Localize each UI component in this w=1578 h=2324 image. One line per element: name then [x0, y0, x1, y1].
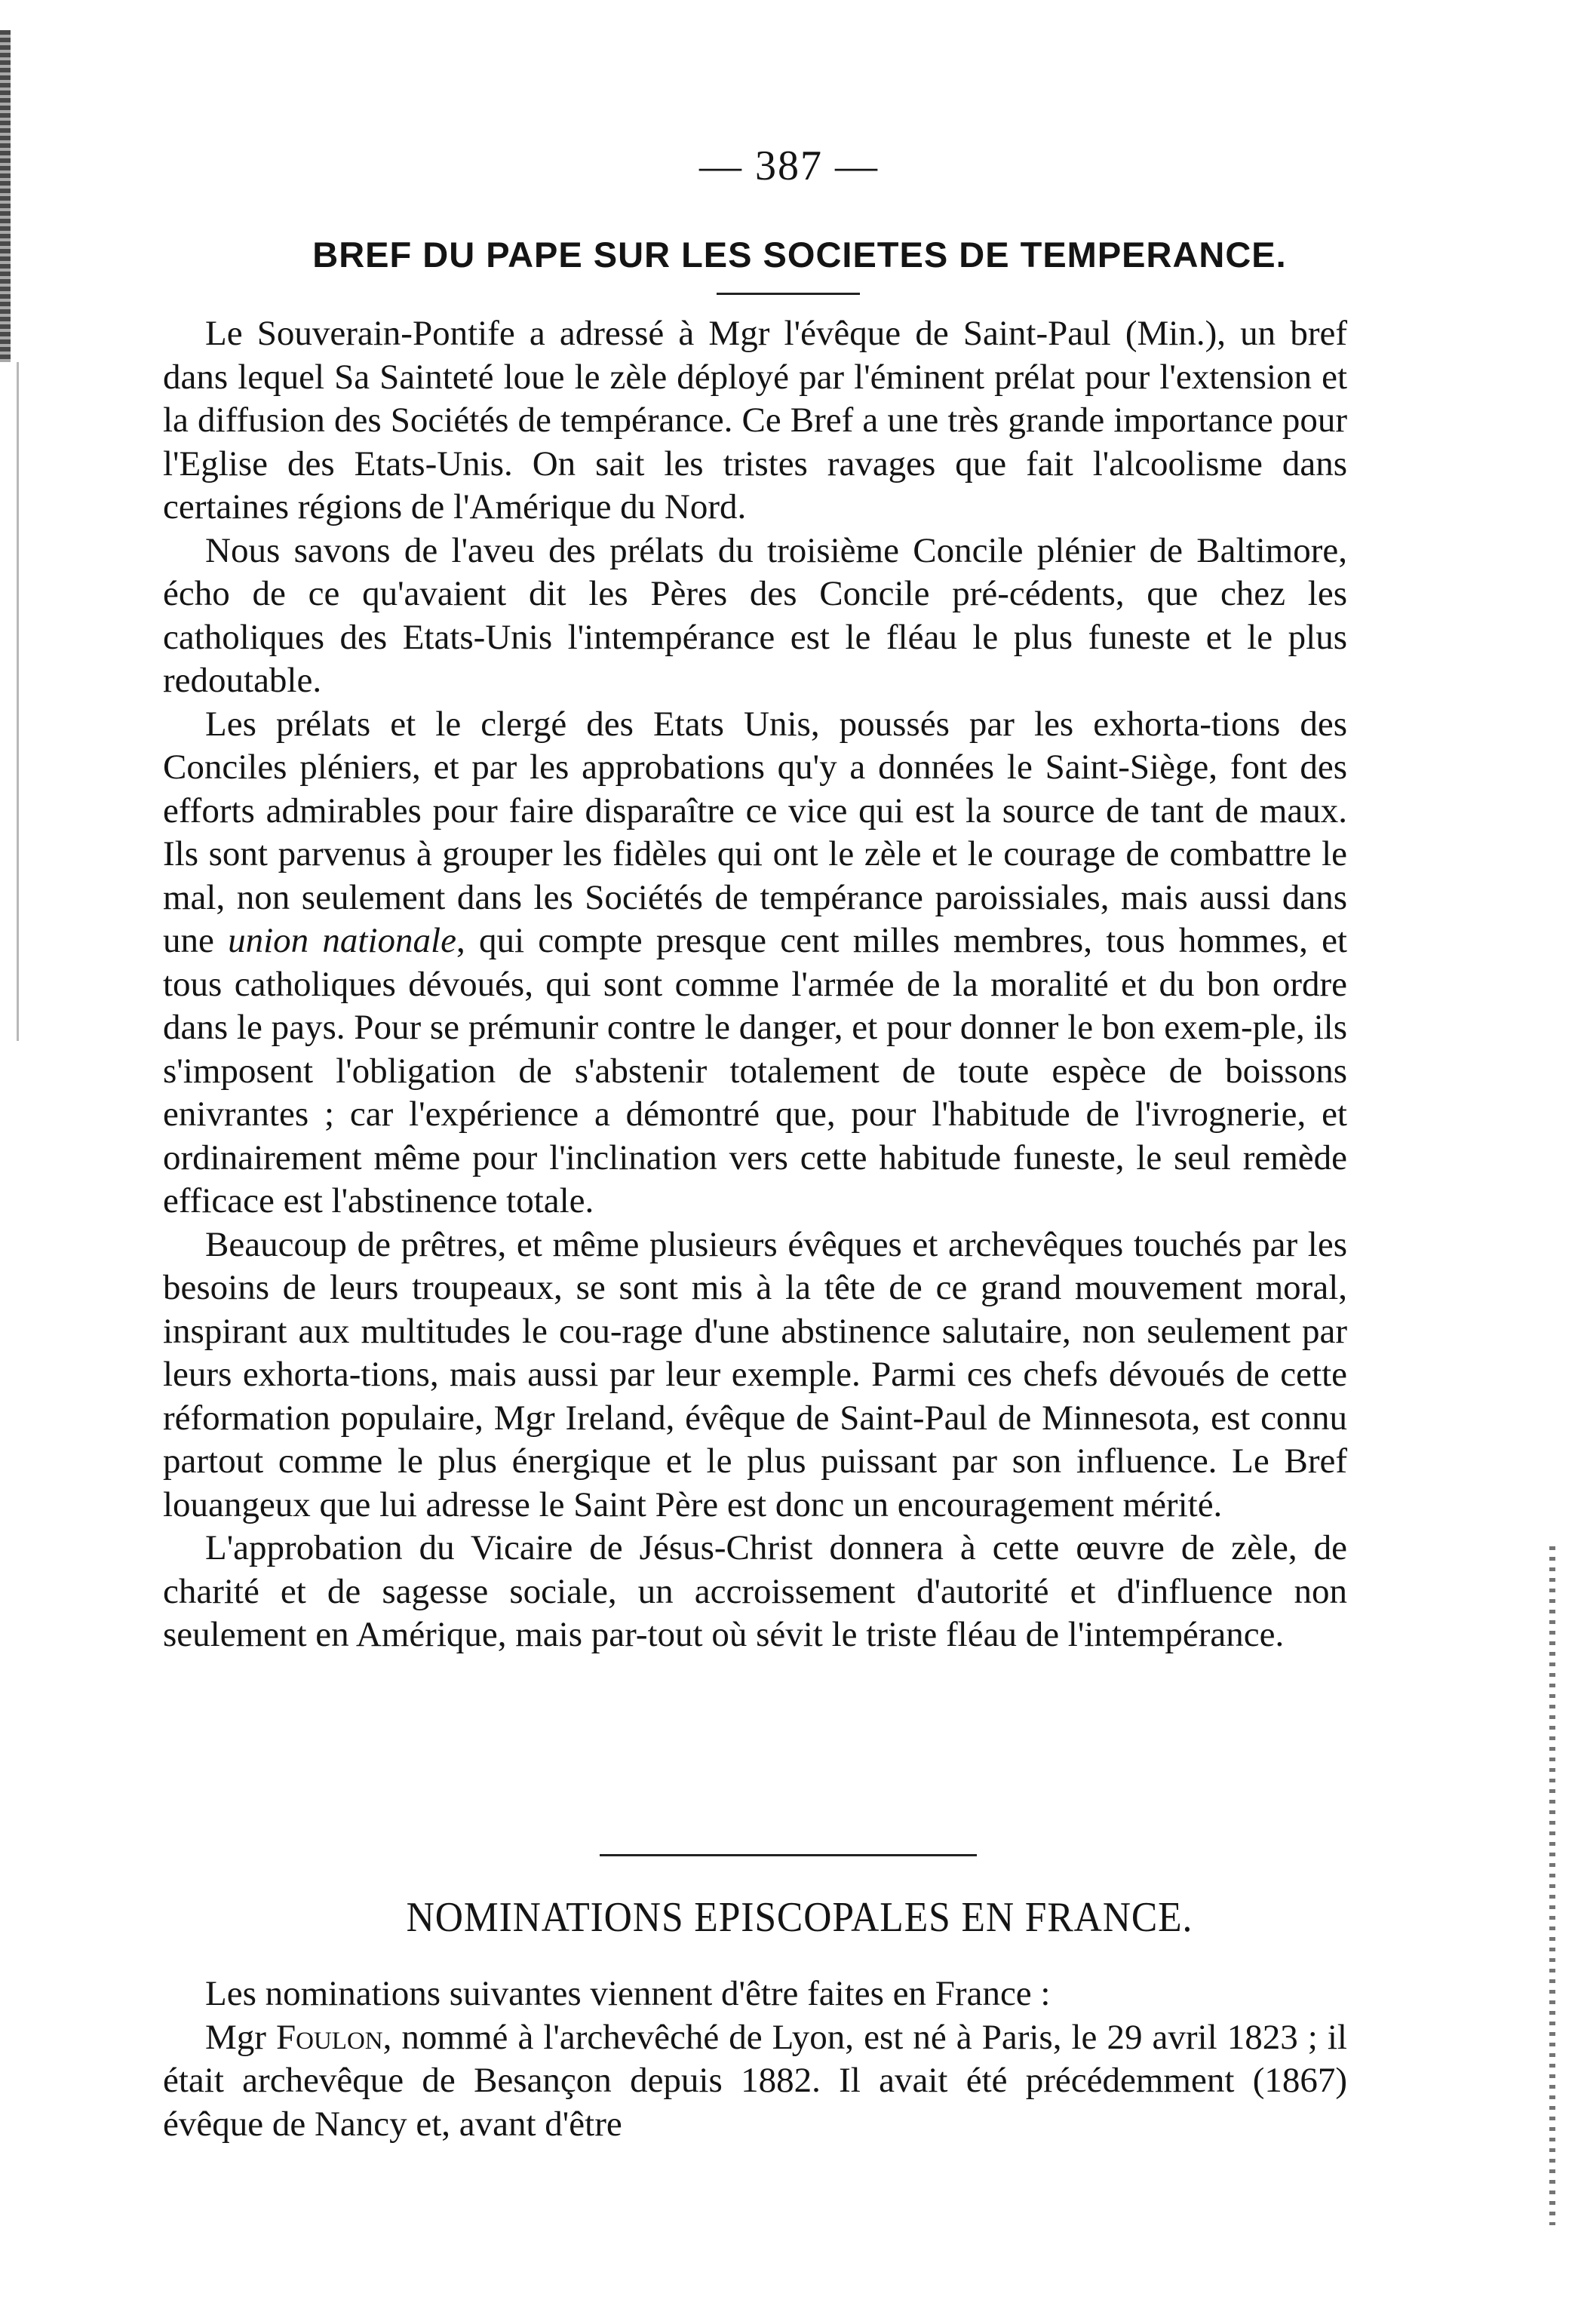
paragraph-2: Nous savons de l'aveu des prélats du troisième Concile plénier de Baltimore, écho de ce qu'avaient dit les Pères des Concile pré-cédents, que chez les catholiques des Etats-Unis l'intempérance est le fléau le plus funeste et le plus redoutable. [163, 530, 1347, 700]
paragraph-3 [163, 703, 1347, 1223]
article-title-temperance: BREF DU PAPE SUR LES SOCIETES DE TEMPERANCE. [312, 235, 1287, 275]
entry-name: Foulon [276, 2017, 383, 2057]
article-body-temperance [163, 312, 1347, 1657]
title-divider-rule [717, 293, 860, 295]
page-edge-marks [1549, 1546, 1555, 2225]
nomination-entry-foulon [163, 2016, 1347, 2147]
paragraph-5: L'approbation du Vicaire de Jésus-Christ donnera à cette œuvre de zèle, de charité et de sagesse sociale, un accroissement d'autorité et d'influence non seulement en Amérique, mais par-tout où sévit le triste fléau de l'intempérance. [163, 1528, 1347, 1654]
binding-edge [0, 30, 11, 362]
page-number: — 387 — [699, 143, 879, 189]
paragraph-3-part-2: , qui compte presque cent milles membres, tous hommes, et tous catholiques dévoués, qui sont comme l'armée de la moralité et du bon ordre dans le pays. Pour se prémunir contre le danger, et pour donner le bon exem-ple, ils s'imposent l'obligation de s'abstenir totalement de toute espèce de boissons enivrantes ; car l'expérience a démontré que, pour l'habitude de l'ivrognerie, et ordinairement même pour l'inclination vers cette habitude funeste, le seul remède efficace est l'abstinence totale. [163, 921, 1347, 1220]
entry-prefix: Mgr [205, 2017, 276, 2057]
section-divider-rule [600, 1854, 977, 1856]
binding-shadow-line [17, 362, 19, 1041]
paragraph-1: Le Souverain-Pontife a adressé à Mgr l'évêque de Saint-Paul (Min.), un bref dans lequel Sa Sainteté loue le zèle déployé par l'éminent prélat pour l'extension et la diffusion des Sociétés de tempérance. Ce Bref a une très grande importance pour l'Eglise des Etats-Unis. On sait les tristes ravages que fait l'alcoolisme dans certaines régions de l'Amérique du Nord. [163, 314, 1347, 527]
article-body-nominations [163, 1972, 1347, 2146]
paragraph-3-part-1: Les prélats et le clergé des Etats Unis, poussés par les exhorta-tions des Conciles pléniers, et par les approbations qu'y a données le Saint-Siège, font des efforts admirables pour faire disparaître ce vice qui est la source de tant de maux. Ils sont parvenus à grouper les fidèles qui ont le zèle et le courage de combattre le mal, non seulement dans les Sociétés de tempérance paroissiales, mais aussi dans une [163, 704, 1347, 960]
nominations-intro: Les nominations suivantes viennent d'être faites en France : [205, 1974, 1051, 2013]
paragraph-4: Beaucoup de prêtres, et même plusieurs évêques et archevêques touchés par les besoins de leurs troupeaux, se sont mis à la tête de ce grand mouvement moral, inspirant aux multitudes le cou-rage d'une abstinence salutaire, non seulement par leurs exhorta-tions, mais aussi par leur exemple. Parmi ces chefs dévoués de cette réformation populaire, Mgr Ireland, évêque de Saint-Paul de Minnesota, est connu partout comme le plus énergique et le plus puissant par son influence. Le Bref louangeux que lui adresse le Saint Père est donc un encouragement mérité. [163, 1224, 1347, 1524]
article-title-nominations: NOMINATIONS EPISCOPALES EN FRANCE. [406, 1894, 1193, 1941]
union-nationale-emphasis: union nationale [228, 921, 456, 960]
entry-text: , nommé à l'archevêché de Lyon, est né à Paris, le 29 avril 1823 ; il était archevêque de Besançon depuis 1882. Il avait été précédemment (1867) évêque de Nancy et, avant d'être [163, 2017, 1347, 2144]
